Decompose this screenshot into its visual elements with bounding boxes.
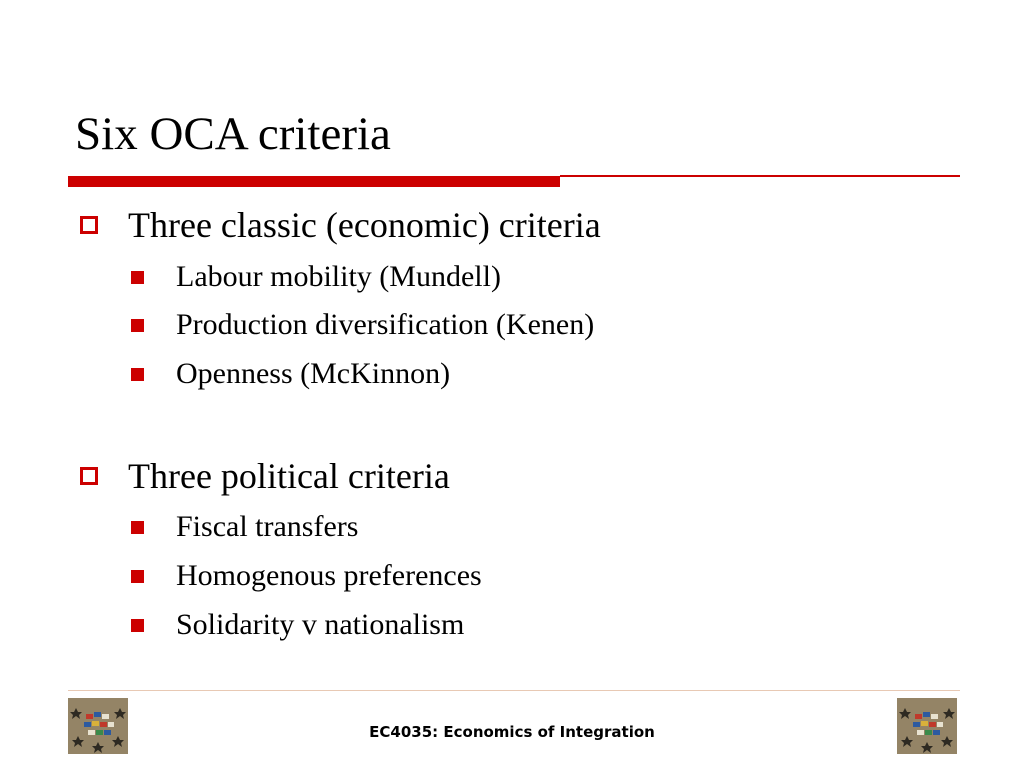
bullet-text: Labour mobility (Mundell) — [176, 260, 501, 293]
filled-square-bullet-icon — [131, 271, 144, 284]
filled-square-bullet-icon — [131, 368, 144, 381]
bullet-text: Fiscal transfers — [176, 510, 359, 543]
filled-square-bullet-icon — [131, 619, 144, 632]
hollow-square-bullet-icon — [80, 216, 98, 234]
section-heading: Three political criteria — [128, 456, 450, 496]
bullet-text: Solidarity v nationalism — [176, 608, 465, 641]
bullet-text: Homogenous preferences — [176, 559, 482, 592]
filled-square-bullet-icon — [131, 319, 144, 332]
bullet-text: Openness (McKinnon) — [176, 357, 451, 390]
eu-flags-circle-icon — [897, 698, 957, 754]
hollow-square-bullet-icon — [80, 467, 98, 485]
footer-course-title: EC4035: Economics of Integration — [369, 723, 655, 741]
section-heading: Three classic (economic) criteria — [128, 205, 601, 245]
filled-square-bullet-icon — [131, 521, 144, 534]
bullet-text: Production diversification (Kenen) — [176, 308, 595, 341]
slide-title: Six OCA criteria — [75, 108, 391, 160]
title-underline-thick — [68, 176, 560, 187]
title-underline-thin — [560, 175, 960, 177]
filled-square-bullet-icon — [131, 570, 144, 583]
footer-divider — [68, 690, 960, 691]
